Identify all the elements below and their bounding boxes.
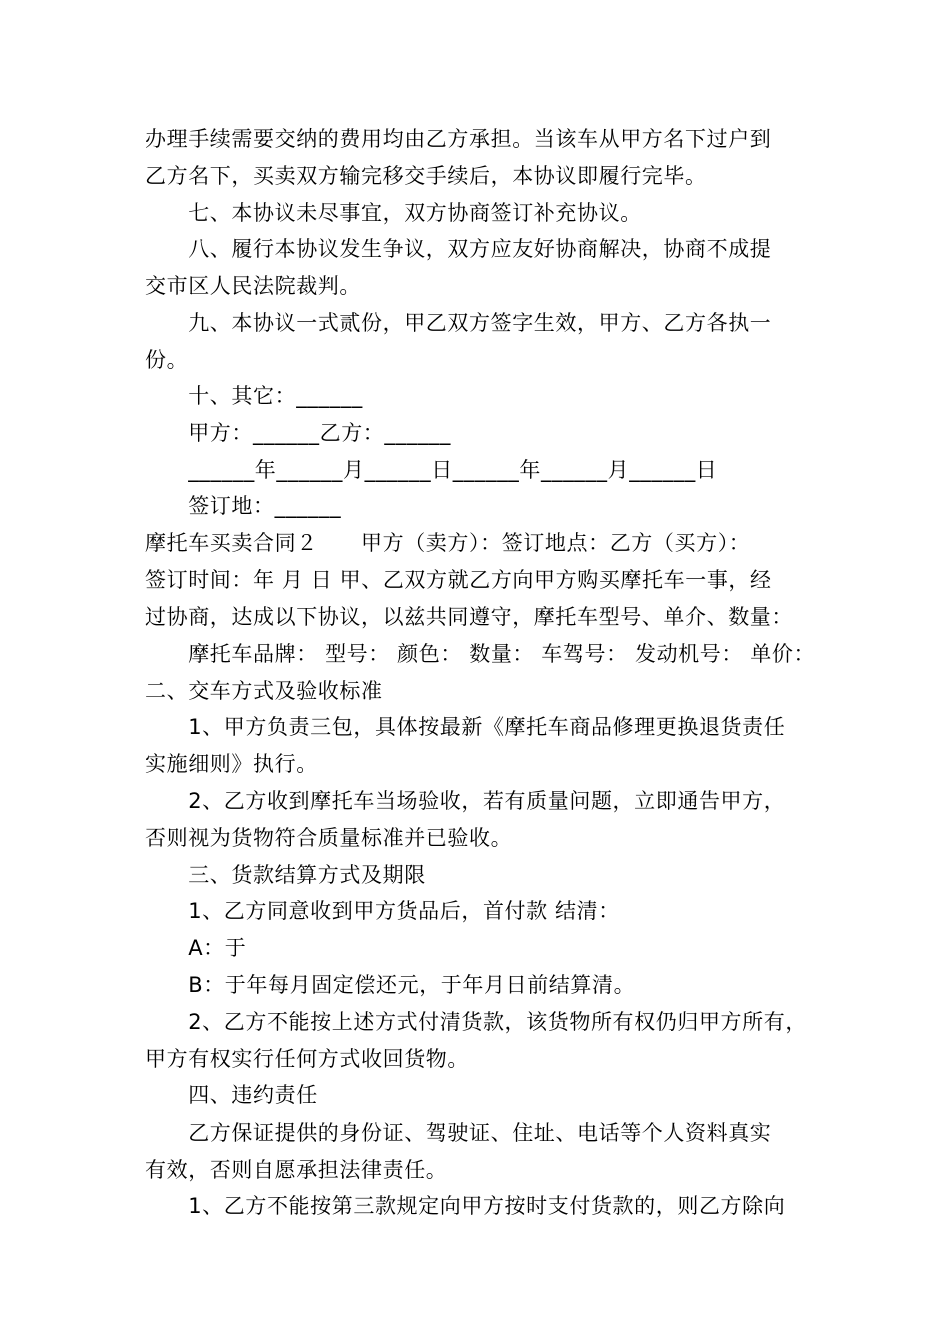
contract-title-line: 摩托车买卖合同２ 甲方（卖方）：签订地点：乙方（买方）： <box>145 531 751 555</box>
text-line: 十、其它：______ <box>145 384 363 408</box>
text-line: 过协商，达成以下协议，以兹共同遵守，摩托车型号、单介、数量： <box>145 605 793 629</box>
signature-date-line: ______年______月______日______年______月______日 <box>145 458 718 482</box>
text-line: 2、乙方不能按上述方式付清货款，该货物所有权仍归甲方所有， <box>145 1010 807 1034</box>
text-line: 八、履行本协议发生争议，双方应友好协商解决，协商不成提 <box>145 237 772 261</box>
text-line: 签订时间：年 月 日 甲、乙双方就乙方向甲方购买摩托车一事，经 <box>145 568 772 592</box>
text-line: 乙方保证提供的身份证、驾驶证、住址、电话等个人资料真实 <box>145 1121 772 1145</box>
text-line: 1、乙方不能按第三款规定向甲方按时支付货款的，则乙方除向 <box>145 1194 786 1218</box>
text-line: A：于 <box>145 936 247 960</box>
text-line: 摩托车品牌： 型号： 颜色： 数量： 车驾号： 发动机号： 单价： <box>145 642 816 666</box>
section-heading: 二、交车方式及验收标准 <box>145 679 383 703</box>
text-line: 七、本协议未尽事宜，双方协商签订补充协议。 <box>145 201 642 225</box>
text-line: 甲方有权实行任何方式收回货物。 <box>145 1047 469 1071</box>
text-line: 2、乙方收到摩托车当场验收，若有质量问题，立即通告甲方， <box>145 789 786 813</box>
text-line: 1、乙方同意收到甲方货品后，首付款 结清： <box>145 899 620 923</box>
text-line: 乙方名下，买卖双方输完移交手续后，本协议即履行完毕。 <box>145 164 707 188</box>
signature-party-line: 甲方：______乙方：______ <box>145 421 451 445</box>
text-line: 否则视为货物符合质量标准并已验收。 <box>145 826 513 850</box>
section-heading: 三、货款结算方式及期限 <box>145 863 426 887</box>
text-line: 有效，否则自愿承担法律责任。 <box>145 1158 448 1182</box>
text-line: 办理手续需要交纳的费用均由乙方承担。当该车从甲方名下过户到 <box>145 127 772 151</box>
text-line: B：于年每月固定偿还元，于年月日前结算清。 <box>145 973 636 997</box>
section-heading: 四、违约责任 <box>145 1083 318 1107</box>
text-line: 份。 <box>145 348 189 372</box>
text-line: 1、甲方负责三包，具体按最新《摩托车商品修理更换退货责任 <box>145 715 786 739</box>
text-line: 九、本协议一式贰份，甲乙双方签字生效，甲方、乙方各执一 <box>145 311 772 335</box>
signing-place-line: 签订地：______ <box>145 494 342 518</box>
text-line: 交市区人民法院裁判。 <box>145 274 361 298</box>
text-line: 实施细则》执行。 <box>145 752 318 776</box>
